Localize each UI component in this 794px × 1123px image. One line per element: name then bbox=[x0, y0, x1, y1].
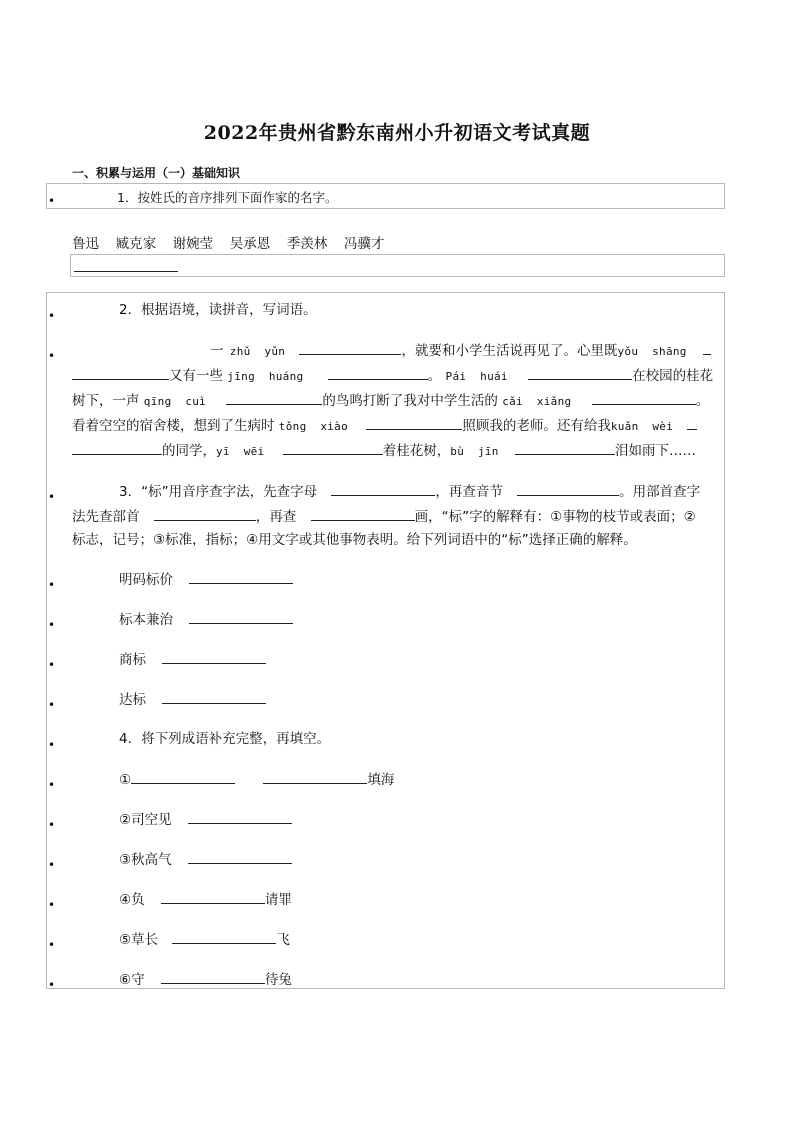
answer-blank[interactable] bbox=[687, 415, 697, 430]
bullet: • bbox=[48, 658, 56, 672]
q2-prompt: 2．根据语境，读拼音，写词语。 bbox=[119, 302, 317, 318]
bullet: • bbox=[48, 349, 56, 363]
bullet: • bbox=[48, 698, 56, 712]
bullet: • bbox=[48, 738, 56, 752]
bullet: • bbox=[48, 818, 56, 832]
bullet: • bbox=[48, 898, 56, 912]
q3-item-1: 明码标价 bbox=[119, 569, 293, 590]
q3-item-4: 达标 bbox=[119, 689, 266, 710]
answer-blank[interactable] bbox=[189, 609, 293, 624]
bullet: • bbox=[48, 618, 56, 632]
q3-line-2: 法先查部首 ，再查 画，“标”字的解释有：①事物的枝节或表面；② bbox=[72, 506, 696, 527]
answer-blank[interactable] bbox=[161, 969, 265, 984]
answer-blank[interactable] bbox=[131, 769, 235, 784]
bullet: • bbox=[48, 938, 56, 952]
pinyin-you-shang: yǒu shāng bbox=[617, 345, 687, 358]
answer-blank[interactable] bbox=[154, 506, 256, 521]
answer-blank[interactable] bbox=[703, 340, 711, 355]
q1-answer-blank[interactable] bbox=[74, 257, 178, 272]
answer-blank[interactable] bbox=[162, 649, 266, 664]
pinyin-yi-wei: yī wēi bbox=[216, 445, 265, 458]
bullet: • bbox=[48, 978, 56, 992]
answer-blank[interactable] bbox=[311, 506, 415, 521]
q3-item-3: 商标 bbox=[119, 649, 266, 670]
answer-blank[interactable] bbox=[283, 440, 383, 455]
pinyin-zhu-yun: zhǔ yǔn bbox=[229, 345, 286, 358]
answer-blank[interactable] bbox=[328, 365, 428, 380]
answer-blank[interactable] bbox=[299, 340, 401, 355]
answer-blank[interactable] bbox=[188, 849, 292, 864]
q3-line-1: 3．“标”用音序查字法，先查字母 ，再查音节 。用部首查字 bbox=[119, 481, 700, 502]
q4-item-4: ④负 请罪 bbox=[119, 889, 292, 910]
pinyin-pai-huai: Pái huái bbox=[445, 370, 508, 383]
q4-item-2: ②司空见 bbox=[119, 809, 292, 830]
q1-prompt: 1．按姓氏的音序排列下面作家的名字。 bbox=[117, 190, 338, 205]
pinyin-cai-xiang: cǎi xiǎng bbox=[502, 395, 572, 408]
q2-line-3: 树下，一声 qīng cuì 的鸟鸣打断了我对中学生活的 cǎi xiǎng 。 bbox=[72, 390, 709, 412]
q2-line-5: 的同学，yī wēi 着桂花树，bù jīn 泪如雨下…… bbox=[72, 440, 696, 462]
answer-blank[interactable] bbox=[189, 569, 293, 584]
q4-item-5: ⑤草长 飞 bbox=[119, 929, 290, 950]
bullet: • bbox=[48, 194, 56, 208]
answer-blank[interactable] bbox=[72, 440, 162, 455]
q3-item-2: 标本兼治 bbox=[119, 609, 293, 630]
answer-blank[interactable] bbox=[72, 365, 169, 380]
pinyin-qing-cui: qīng cuì bbox=[143, 395, 207, 408]
answer-blank[interactable] bbox=[592, 390, 696, 405]
answer-blank[interactable] bbox=[161, 889, 265, 904]
bullet: • bbox=[48, 858, 56, 872]
section-heading: 一、积累与运用（一）基础知识 bbox=[72, 166, 241, 180]
q1-author-list: 鲁迅 臧克家 谢婉莹 吴承恩 季羡林 冯骥才 bbox=[72, 236, 385, 252]
answer-blank[interactable] bbox=[517, 481, 619, 496]
pinyin-tong-xiao: tǒng xiào bbox=[278, 420, 349, 433]
answer-blank[interactable] bbox=[172, 929, 276, 944]
bullet: • bbox=[48, 778, 56, 792]
q4-prompt: 4．将下列成语补充完整，再填空。 bbox=[119, 731, 331, 747]
pinyin-jing-huang: jīng huáng bbox=[227, 370, 304, 383]
pinyin-kuan-wei: kuǎn wèi bbox=[610, 420, 674, 433]
answer-blank[interactable] bbox=[188, 809, 292, 824]
answer-blank[interactable] bbox=[162, 689, 266, 704]
q2-line-4: 看着空空的宿舍楼，想到了生病时 tǒng xiào 照顾我的老师。还有给我kuǎn wèi bbox=[72, 415, 697, 437]
q4-item-1: ① 填海 bbox=[119, 769, 394, 790]
bullet: • bbox=[48, 578, 56, 592]
bullet: • bbox=[48, 490, 56, 504]
q3-line-3: 标志，记号；③标准，指标；④用文字或其他事物表明。给下列词语中的“标”选择正确的解释。 bbox=[72, 532, 637, 548]
pinyin-bu-jin: bù jīn bbox=[450, 445, 499, 458]
answer-blank[interactable] bbox=[528, 365, 632, 380]
page-title: 2022年贵州省黔东南州小升初语文考试真题 bbox=[203, 122, 591, 144]
q2-line-2: 又有一些 jīng huáng 。 Pái huái 在校园的桂花 bbox=[72, 365, 713, 387]
answer-blank[interactable] bbox=[366, 415, 462, 430]
q4-item-3: ③秋高气 bbox=[119, 849, 292, 870]
answer-blank[interactable] bbox=[263, 769, 367, 784]
q2-line-1: 一 zhǔ yǔn ，就要和小学生活说再见了。心里既yǒu shāng bbox=[210, 340, 711, 362]
bullet: • bbox=[48, 309, 56, 323]
answer-blank[interactable] bbox=[226, 390, 322, 405]
answer-blank[interactable] bbox=[515, 440, 615, 455]
answer-blank[interactable] bbox=[331, 481, 435, 496]
q4-item-6: ⑥守 待兔 bbox=[119, 969, 292, 990]
